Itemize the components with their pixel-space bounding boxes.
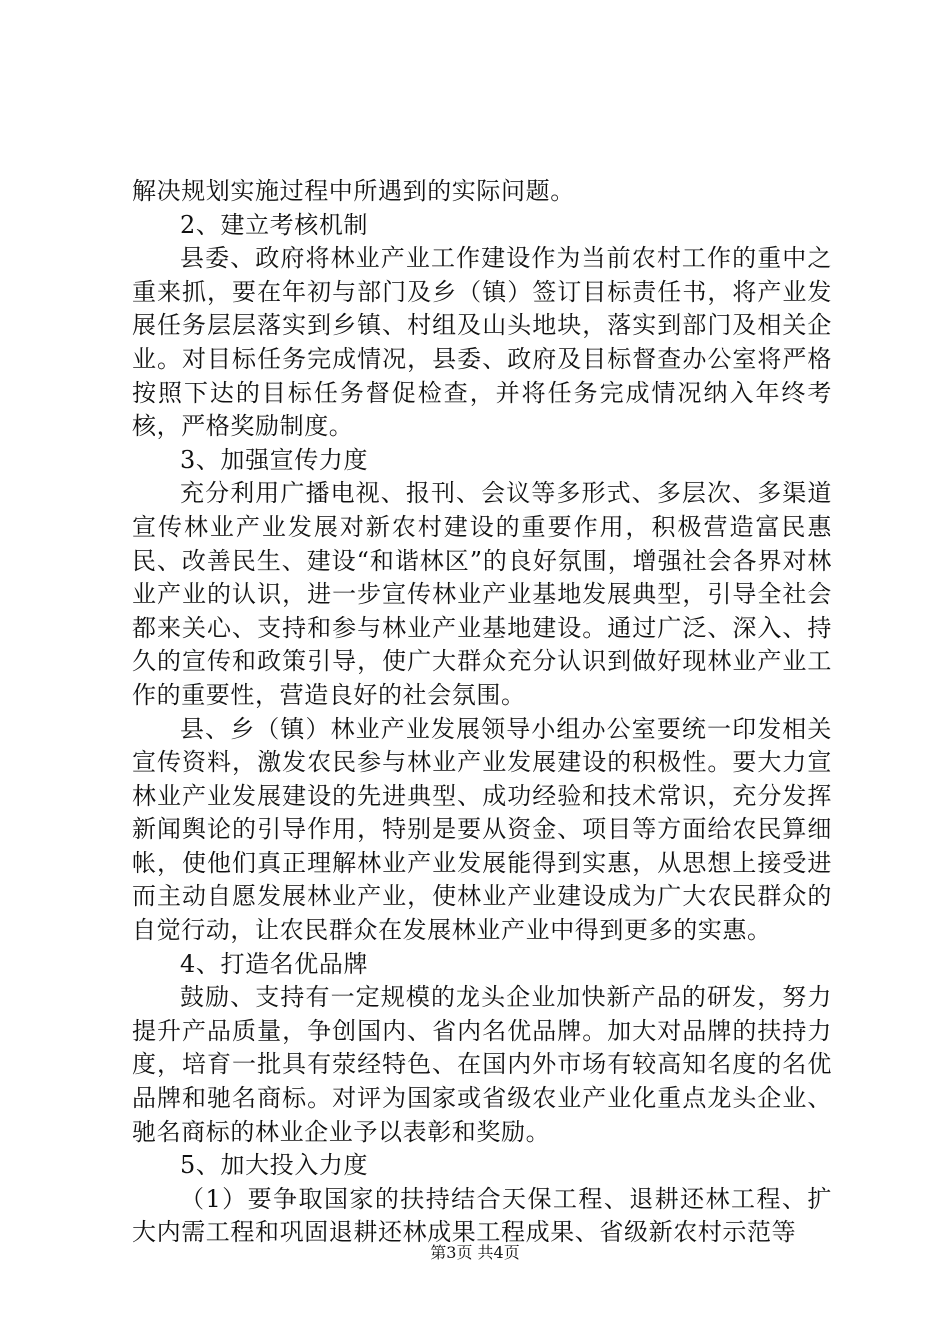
section-heading-investment: 5、加大投入力度 — [180, 1151, 369, 1180]
paragraph-assessment: 县委、政府将林业产业工作建设作为当前农村工作的重中之重来抓，要在年初与部门及乡（镇）签订目标责任书，将产业发展任务层层落实到乡镇、村组及山头地块，落实到部门及相关企业。对目标任务完成情况，县委、政府及目标督查办公室将严格按照下达的目标任务督促检查，并将任务完成情况纳入年终考核，严格奖励制度。 — [132, 244, 832, 441]
section-heading-assessment: 2、建立考核机制 — [180, 210, 369, 239]
page-footer: 第3页 共4页 — [430, 1243, 520, 1262]
document-body — [132, 175, 832, 1250]
section-heading-brand: 4、打造名优品牌 — [180, 949, 369, 978]
paragraph-publicity-2: 县、乡（镇）林业产业发展领导小组办公室要统一印发相关宣传资料，激发农民参与林业产业发展建设的积极性。要大力宣林业产业发展建设的先进典型、成功经验和技术常识，充分发挥新闻舆论的引导作用，特别是要从资金、项目等方面给农民算细帐，使他们真正理解林业产业发展能得到实惠，从思想上接受进而主动自愿发展林业产业，使林业产业建设成为广大农民群众的自觉行动，让农民群众在发展林业产业中得到更多的实惠。 — [132, 714, 832, 945]
section-heading-publicity: 3、加强宣传力度 — [180, 445, 369, 474]
paragraph-brand: 鼓励、支持有一定规模的龙头企业加快新产品的研发，努力提升产品质量，争创国内、省内名优品牌。加大对品牌的扶持力度，培育一批具有荥经特色、在国内外市场有较高知名度的名优品牌和驰名商标。对评为国家或省级农业产业化重点龙头企业、驰名商标的林业企业予以表彰和奖励。 — [132, 983, 832, 1146]
paragraph-publicity-1: 充分利用广播电视、报刊、会议等多形式、多层次、多渠道宣传林业产业发展对新农村建设的重要作用，积极营造富民惠民、改善民生、建设“和谐林区”的良好氛围，增强社会各界对林业产业的认识，进一步宣传林业产业基地发展典型，引导全社会都来关心、支持和参与林业产业基地建设。通过广泛、深入、持久的宣传和政策引导，使广大群众充分认识到做好现林业产业工作的重要性，营造良好的社会氛围。 — [132, 479, 832, 709]
paragraph-investment: （1）要争取国家的扶持结合天保工程、退耕还林工程、扩大内需工程和巩固退耕还林成果工程成果、省级新农村示范等 — [132, 1184, 832, 1247]
paragraph-continuation: 解决规划实施过程中所遇到的实际问题。 — [132, 177, 575, 205]
